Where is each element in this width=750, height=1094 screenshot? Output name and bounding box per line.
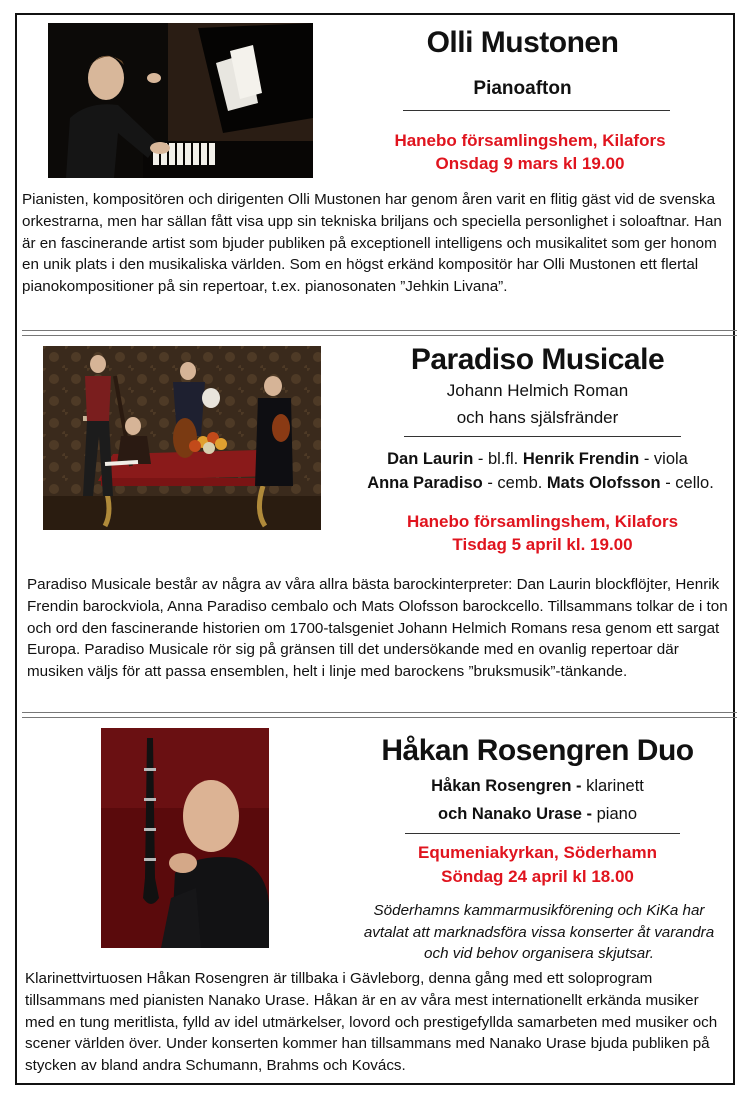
- hakan-rosengren-venue: Equmeniakyrkan, Söderhamn: [417, 843, 658, 862]
- hakan-rosengren-description: Klarinettvirtuosen Håkan Rosengren är tillbaka i Gävleborg, denna gång med ett soloprogram tillsammans med pianisten Nanako Urase. Håkan är en av våra mest internationellt erkända musiker med en tung meritlista, fylld av idel utmärkelser, lovord och prestigefyllda samarbeten med musiker och scener världen över. Under konserten kommer han tillsammans med Nanako Urase bjuda publiken på stycken av bland andra Schumann, Brahms och Kovács.: [25, 970, 718, 1075]
- performer-name: Anna Paradiso: [367, 474, 483, 492]
- performer-name: Henrik Frendin: [522, 450, 640, 468]
- section-divider: [22, 712, 737, 718]
- performer-name: Dan Laurin: [387, 450, 474, 468]
- paradiso-musicale-subtitle-1: Johann Helmich Roman: [446, 381, 629, 400]
- hakan-rosengren-note: Söderhamns kammarmusikförening och KiKa har avtalat att marknadsföra vissa konserter åt varandra och vid behov organisera skjutsar.: [363, 902, 715, 962]
- paradiso-performers-row-2: [343, 474, 738, 493]
- olli-mustonen-photo: [48, 23, 313, 178]
- hakan-rosengren-title: Håkan Rosengren Duo: [381, 734, 694, 767]
- paradiso-musicale-rule: [404, 436, 681, 437]
- paradiso-musicale-subtitle-2: och hans själsfränder: [456, 408, 619, 427]
- olli-mustonen-date: Onsdag 9 mars kl 19.00: [435, 154, 625, 173]
- performer-name: Håkan Rosengren -: [431, 777, 587, 795]
- section-divider: [22, 330, 737, 336]
- performer-instrument: - viola: [639, 450, 688, 468]
- olli-mustonen-subtitle: Pianoafton: [473, 78, 572, 99]
- hakan-rosengren-rule: [405, 833, 680, 834]
- paradiso-musicale-photo: [43, 346, 321, 530]
- hakan-rosengren-photo: [101, 728, 269, 948]
- performer-instrument: - cello.: [660, 474, 714, 492]
- hakan-performer-2: [380, 805, 695, 824]
- olli-mustonen-rule: [403, 110, 670, 111]
- performer-instrument: klarinett: [586, 777, 644, 795]
- olli-mustonen-venue: Hanebo församlingshem, Kilafors: [394, 131, 666, 150]
- paradiso-musicale-venue: Hanebo församlingshem, Kilafors: [406, 512, 679, 531]
- olli-mustonen-title: Olli Mustonen: [426, 26, 619, 59]
- performer-instrument: - cemb.: [482, 474, 547, 492]
- performer-instrument: piano: [596, 805, 637, 823]
- performer-name: Mats Olofsson: [546, 474, 661, 492]
- olli-mustonen-description: Pianisten, kompositören och dirigenten Olli Mustonen har genom åren varit en flitig gäst vid de svenska orkestrarna, men har sällan fått visa upp sin tekniska briljans och speciella personlighet i soloaftnar. Han är en fascinerande artist som bjuder publiken på exceptionell intelligens och musikalitet som ger honom en unik plats i den musikaliska världen. Som en högst erkänd kompositör har Olli Mustonen ett flertal pianokompositioner på sin repertoar, t.ex. pianosonaten ”Jehkin Livana”.: [22, 191, 722, 296]
- hakan-rosengren-date: Söndag 24 april kl 18.00: [441, 867, 634, 886]
- hakan-performer-1: [380, 777, 695, 796]
- performer-name: och Nanako Urase -: [437, 805, 597, 823]
- paradiso-musicale-description: Paradiso Musicale består av några av våra allra bästa barockinterpreter: Dan Laurin blockflöjter, Henrik Frendin barockviola, Anna Paradiso cembalo och Mats Olofsson barockcello. Tillsammans tolkar de i ton och ord den fascinerande historien om 1700-talsgeniet Johann Helmich Romans resa genom ett sargat Europa. Paradiso Musicale rör sig på gränsen till det undersökande med en ovanlig repertoar där musiken väljs för att passa ensemblen, helt i linje med barockens ”bruksmusik”-tänkande.: [27, 576, 728, 681]
- performer-instrument: - bl.fl.: [473, 450, 523, 468]
- paradiso-performers-row-1: [350, 450, 725, 469]
- paradiso-musicale-date: Tisdag 5 april kl. 19.00: [452, 535, 633, 554]
- paradiso-musicale-title: Paradiso Musicale: [410, 343, 665, 376]
